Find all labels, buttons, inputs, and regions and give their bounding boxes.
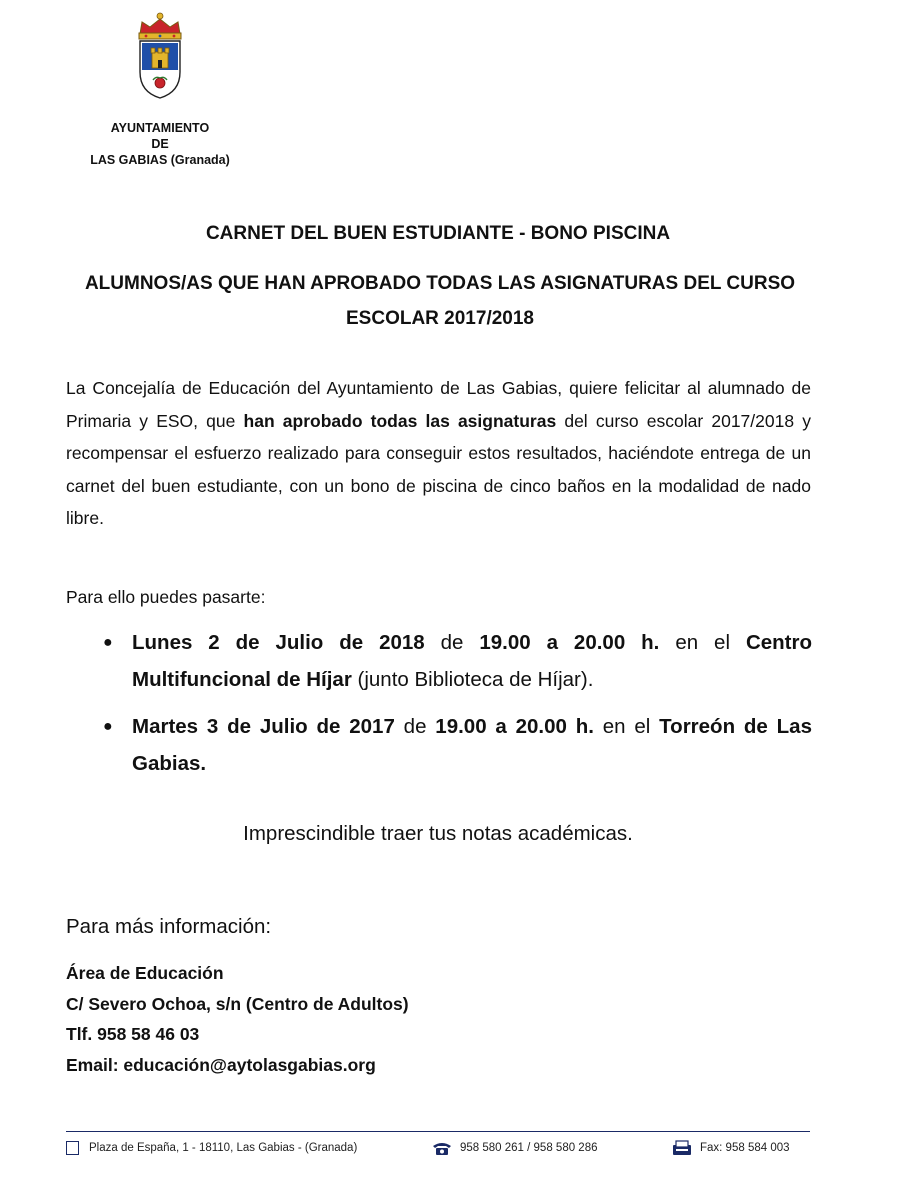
footer-divider	[66, 1131, 810, 1132]
footer-fax-text: Fax: 958 584 003	[700, 1142, 790, 1154]
intro-highlight: han aprobado todas las asignaturas	[243, 410, 557, 431]
bullet-icon: ●	[103, 718, 113, 735]
fax-icon	[672, 1140, 692, 1156]
contact-phone: Tlf. 958 58 46 03	[66, 1024, 200, 1044]
session-item	[66, 708, 812, 782]
session-time: 19.00 a 20.00 h.	[435, 715, 594, 738]
org-name-line1: AYUNTAMIENTO	[110, 121, 210, 135]
footer-phones	[432, 1138, 598, 1158]
sessions-lead: Para ello puedes pasarte:	[66, 587, 266, 607]
session-connector: en el	[593, 715, 660, 738]
coat-of-arms-icon	[134, 12, 186, 100]
session-place: Torreón de Las Gabias.	[132, 715, 812, 775]
session-connector: de	[394, 715, 436, 738]
session-connector: en el	[659, 631, 746, 654]
contact-email: Email: educación@aytolasgabias.org	[66, 1054, 376, 1075]
telephone-icon	[432, 1140, 452, 1156]
intro-paragraph	[66, 372, 811, 535]
organization-name	[70, 120, 250, 168]
org-name-line2: DE	[151, 137, 169, 151]
bullet-icon: ●	[103, 634, 113, 651]
footer-fax	[672, 1138, 790, 1158]
org-name-line3: LAS GABIAS (Granada)	[90, 153, 230, 167]
session-place: Centro Multifuncional de Híjar	[132, 631, 812, 691]
intro-text-2: del curso escolar 2017/2018 y recompensar el esfuerzo realizado para conseguir estos resultados, haciéndote entrega de un carnet del buen estudiante, con un bono de piscina de cinco baños en la modalidad de nado libre.	[66, 410, 811, 528]
intro-text-1: La Concejalía de Educación del Ayuntamiento de Las Gabias, quiere felicitar al alumnado de Primaria y ESO, que	[66, 378, 811, 431]
footer-phones-text: 958 580 261 / 958 580 286	[460, 1142, 598, 1154]
session-item	[66, 624, 812, 698]
info-heading: Para más información:	[66, 915, 272, 938]
contact-department: Área de Educación	[66, 963, 224, 983]
requirement-notice: Imprescindible traer tus notas académicas.	[243, 822, 633, 845]
session-connector: de	[424, 631, 480, 654]
footer-address	[66, 1138, 357, 1158]
sessions-list	[66, 624, 812, 792]
box-icon	[66, 1141, 79, 1155]
document-subtitle: ALUMNOS/AS QUE HAN APROBADO TODAS LAS ASIGNATURAS DEL CURSO ESCOLAR 2017/2018	[84, 273, 796, 329]
session-time: 19.00 a 20.00 h.	[479, 631, 660, 654]
session-note: (junto Biblioteca de Híjar).	[351, 668, 594, 691]
footer-address-text: Plaza de España, 1 - 18110, Las Gabias - (Granada)	[89, 1142, 358, 1154]
contact-address: C/ Severo Ochoa, s/n (Centro de Adultos)	[66, 993, 409, 1014]
contact-block	[66, 958, 409, 1080]
session-date: Martes 3 de Julio de 2017	[132, 715, 395, 738]
session-date: Lunes 2 de Julio de 2018	[132, 631, 425, 654]
document-title: CARNET DEL BUEN ESTUDIANTE - BONO PISCINA	[205, 223, 671, 244]
